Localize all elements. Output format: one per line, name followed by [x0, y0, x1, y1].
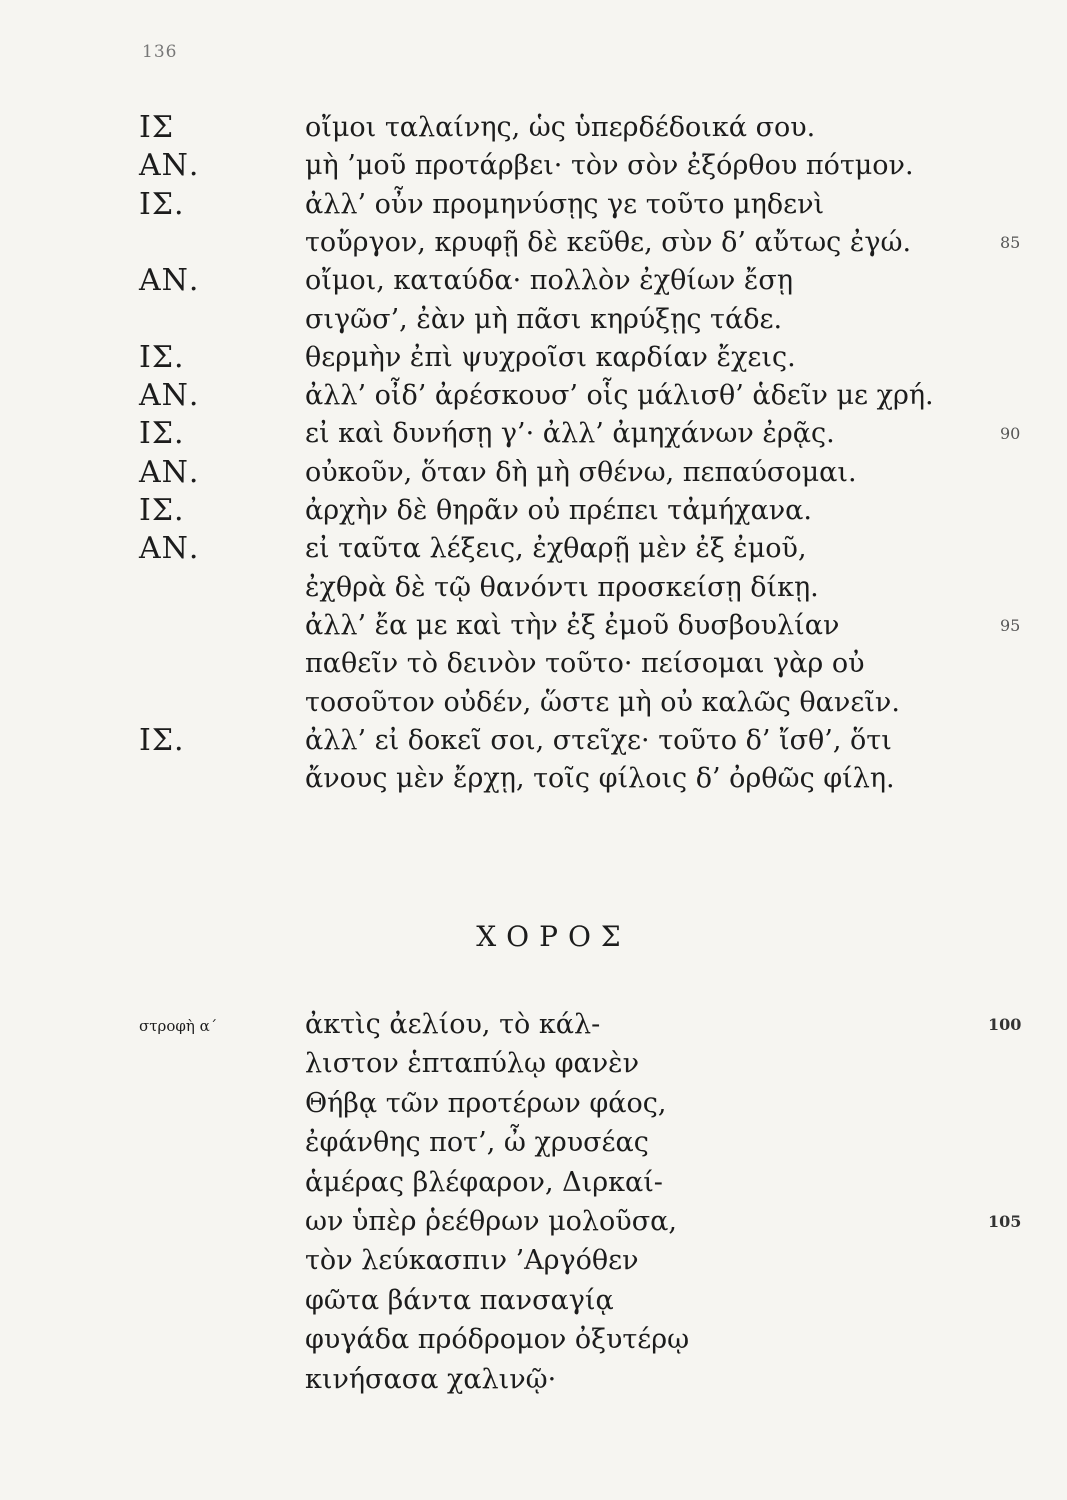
verse-line	[0, 529, 1067, 569]
line-number: 90	[1000, 424, 1021, 444]
verse-text: ἀλλ’ ἔα με καὶ τὴν ἐξ ἐμοῦ δυσβουλίαν	[305, 609, 840, 641]
verse-text: ἀλλ’ οὖν προμηνύσῃς γε τοῦτο μηδενὶ	[305, 188, 825, 220]
verse-text: φυγάδα πρόδρομον ὀξυτέρῳ	[305, 1324, 690, 1356]
verse-text: θερμὴν ἐπὶ ψυχροῖσι καρδίαν ἔχεις.	[305, 341, 796, 373]
chorus-line	[0, 1320, 1067, 1360]
verse-text: παθεῖν τὸ δεινὸν τοῦτο· πείσομαι γὰρ οὐ	[305, 648, 865, 680]
chorus-heading: ΧΟΡΟΣ	[476, 920, 631, 953]
verse-text: ἀλλ’ εἰ δοκεῖ σοι, στεῖχε· τοῦτο δ’ ἴσθ’, ὅτι	[305, 724, 892, 756]
verse-text: οἴμοι, καταύδα· πολλὸν ἐχθίων ἔσῃ	[305, 265, 794, 297]
speaker-label: ΙΣ.	[139, 493, 185, 528]
verse-text: φῶτα βάντα πανσαγίᾳ	[305, 1284, 614, 1316]
speaker-label: ΑΝ.	[139, 531, 200, 567]
section-label: στροφὴ α΄	[139, 1017, 218, 1035]
line-number: 100	[988, 1015, 1022, 1034]
verse-line	[0, 146, 1067, 186]
verse-line	[0, 300, 1067, 340]
verse-text: ἀρχὴν δὲ θηρᾶν οὐ πρέπει τἀμήχανα.	[305, 495, 812, 526]
verse-line	[0, 491, 1067, 531]
chorus-line	[0, 1281, 1067, 1321]
page-number: 136	[142, 42, 178, 62]
speaker-label: ΙΣ.	[139, 722, 185, 758]
verse-line	[0, 759, 1067, 799]
verse-line	[0, 453, 1067, 493]
verse-line	[0, 376, 1067, 416]
speaker-label: ΙΣ.	[139, 416, 185, 452]
chorus-line	[0, 1163, 1067, 1203]
speaker-label: ΑΝ.	[139, 454, 200, 490]
chorus-line	[0, 1044, 1067, 1084]
verse-text: εἰ ταῦτα λέξεις, ἐχθαρῇ μὲν ἐξ ἐμοῦ,	[305, 533, 807, 565]
speaker-label: ΙΣ.	[139, 339, 185, 375]
verse-text: ἀλλ’ οἶδ’ ἀρέσκουσ’ οἷς μάλισθ’ ἁδεῖν με χρή.	[305, 380, 934, 412]
verse-text: κινήσασα χαλινῷ·	[305, 1363, 557, 1395]
verse-text: τοσοῦτον οὐδέν, ὥστε μὴ οὐ καλῶς θανεῖν.	[305, 686, 900, 718]
verse-text: ἐχθρὰ δὲ τῷ θανόντι προσκείσῃ δίκῃ.	[305, 571, 819, 603]
speaker-label: ΙΣ.	[139, 186, 185, 222]
verse-line	[0, 568, 1067, 608]
verse-line	[0, 185, 1067, 225]
line-number: 85	[1000, 232, 1021, 252]
chorus-line	[0, 1084, 1067, 1124]
chorus-line	[0, 1360, 1067, 1400]
chorus-line	[0, 1123, 1067, 1163]
verse-line	[0, 721, 1067, 761]
verse-text: τοὔργον, κρυφῇ δὲ κεῦθε, σὺν δ’ αὔτως ἐγώ.	[305, 226, 912, 258]
verse-line	[0, 606, 1067, 646]
verse-text: οἴμοι ταλαίνης, ὡς ὑπερδέδοικά σου.	[305, 112, 816, 143]
chorus-line	[0, 1005, 1067, 1045]
verse-line	[0, 108, 1067, 148]
verse-text: οὐκοῦν, ὅταν δὴ μὴ σθένω, πεπαύσομαι.	[305, 456, 857, 488]
verse-text: μὴ ’μοῦ προτάρβει· τὸν σὸν ἐξόρθου πότμον.	[305, 150, 914, 182]
verse-text: ἄνους μὲν ἔρχῃ, τοῖς φίλοις δ’ ὀρθῶς φίλη.	[305, 763, 895, 795]
verse-line	[0, 338, 1067, 378]
chorus-line	[0, 1202, 1067, 1242]
verse-text: ἐφάνθης ποτ’, ὦ χρυσέας	[305, 1127, 649, 1159]
speaker-label: ΑΝ.	[139, 378, 200, 414]
verse-text: Θήβᾳ τῶν προτέρων φάος,	[305, 1087, 667, 1119]
verse-text: ων ὑπὲρ ῥεέθρων μολοῦσα,	[305, 1206, 677, 1237]
verse-line	[0, 683, 1067, 723]
speaker-label: ΑΝ.	[139, 263, 200, 299]
verse-text: ἀκτὶς ἀελίου, τὸ κάλ-	[305, 1009, 601, 1040]
speaker-label: ΑΝ.	[139, 148, 200, 184]
verse-line	[0, 223, 1067, 263]
speaker-label: ΙΣ	[139, 110, 175, 145]
verse-line	[0, 644, 1067, 684]
verse-text: τὸν λεύκασπιν ’Αργόθεν	[305, 1245, 639, 1277]
verse-text: λιστον ἑπταπύλῳ φανὲν	[305, 1048, 640, 1080]
line-number: 95	[1000, 615, 1021, 635]
line-number: 105	[988, 1212, 1022, 1231]
verse-text: σιγῶσ’, ἐὰν μὴ πᾶσι κηρύξῃς τάδε.	[305, 303, 783, 335]
verse-text: εἰ καὶ δυνήσῃ γ’· ἀλλ’ ἀμηχάνων ἐρᾷς.	[305, 418, 835, 450]
chorus-line	[0, 1241, 1067, 1281]
verse-line	[0, 261, 1067, 301]
verse-text: ἁμέρας βλέφαρον, Διρκαί-	[305, 1166, 663, 1198]
verse-line	[0, 414, 1067, 454]
